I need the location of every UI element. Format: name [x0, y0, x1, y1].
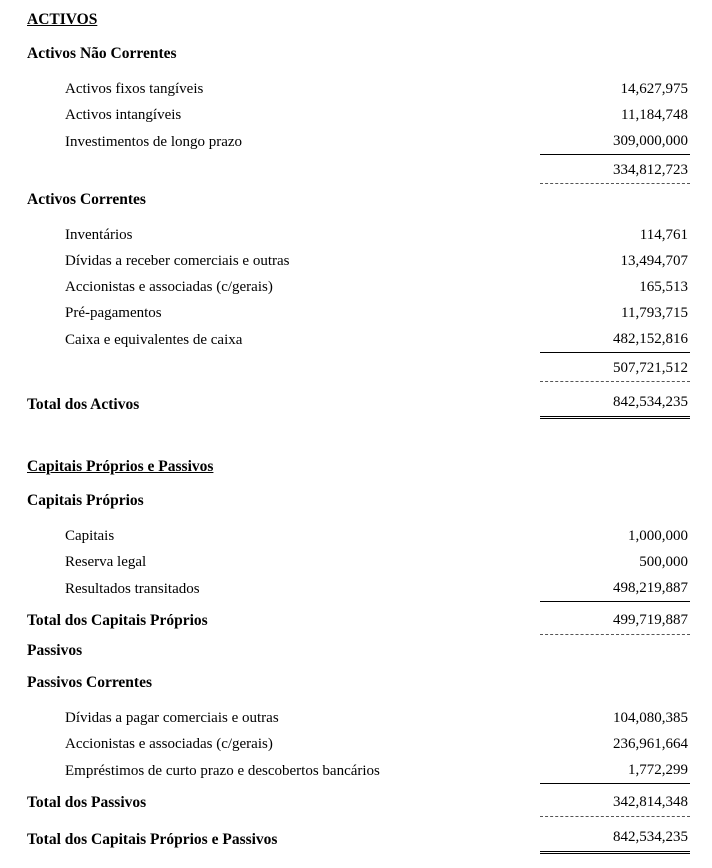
line-item-amount: 498,219,887	[540, 575, 690, 602]
line-item-label: Capitais	[65, 528, 115, 544]
line-item	[27, 731, 690, 757]
group-title: Activos Não Correntes	[27, 45, 177, 62]
total-amount: 842,534,235	[540, 823, 690, 854]
line-item	[27, 575, 690, 602]
subsection-title-passivos: Passivos	[27, 642, 83, 659]
group-title: Activos Correntes	[27, 191, 146, 208]
line-item-amount: 13,494,707	[620, 253, 688, 269]
line-item-amount: 482,152,816	[540, 326, 690, 353]
line-item	[27, 705, 690, 731]
line-item-label: Inventários	[65, 227, 133, 243]
line-item-amount: 165,513	[639, 279, 688, 295]
total-amount: 842,534,235	[540, 388, 690, 419]
subtotal-row	[27, 353, 690, 382]
total-label: Total dos Capitais Próprios	[27, 612, 208, 629]
line-item	[27, 274, 690, 300]
group-title: Passivos Correntes	[27, 674, 152, 691]
subtotal-amount: 507,721,512	[540, 355, 690, 382]
group-capitais-proprios	[27, 491, 690, 635]
total-amount: 342,814,348	[540, 788, 690, 817]
line-item-amount: 1,772,299	[540, 757, 690, 784]
group-activos-nao-correntes	[27, 44, 690, 184]
total-label: Total dos Capitais Próprios e Passivos	[27, 831, 278, 848]
line-item-label: Caixa e equivalentes de caixa	[65, 332, 243, 348]
total-amount: 499,719,887	[540, 606, 690, 635]
line-item	[27, 102, 690, 128]
line-item-label: Accionistas e associadas (c/gerais)	[65, 736, 273, 752]
total-capitais-passivos-row	[27, 823, 690, 854]
total-label: Total dos Passivos	[27, 794, 147, 811]
line-item-amount: 309,000,000	[540, 128, 690, 155]
line-item	[27, 128, 690, 155]
line-item	[27, 326, 690, 353]
subtotal-row	[27, 155, 690, 184]
line-item-amount: 14,627,975	[620, 81, 688, 97]
section-title-activos: ACTIVOS	[27, 11, 98, 28]
total-passivos-row	[27, 788, 690, 817]
line-item-label: Accionistas e associadas (c/gerais)	[65, 279, 273, 295]
total-activos-row	[27, 388, 690, 419]
line-item-amount: 500,000	[639, 554, 688, 570]
line-item-label: Pré-pagamentos	[65, 305, 162, 321]
line-item-amount: 114,761	[639, 227, 688, 243]
line-item	[27, 76, 690, 102]
line-item	[27, 300, 690, 326]
total-capitais-proprios-row	[27, 606, 690, 635]
line-item-label: Activos intangíveis	[65, 107, 182, 123]
subtotal-amount: 334,812,723	[540, 157, 690, 184]
line-item	[27, 523, 690, 549]
line-item-label: Empréstimos de curto prazo e descobertos bancários	[65, 763, 380, 779]
group-activos-correntes	[27, 190, 690, 382]
section-title-capitais-passivos: Capitais Próprios e Passivos	[27, 458, 214, 475]
line-item	[27, 549, 690, 575]
line-item-label: Investimentos de longo prazo	[65, 134, 243, 150]
line-item-label: Activos fixos tangíveis	[65, 81, 204, 97]
line-item-label: Dívidas a pagar comerciais e outras	[65, 710, 279, 726]
total-label: Total dos Activos	[27, 396, 140, 413]
line-item-amount: 11,184,748	[621, 107, 688, 123]
group-passivos-correntes	[27, 673, 690, 817]
line-item-amount: 236,961,664	[613, 736, 688, 752]
line-item-amount: 11,793,715	[621, 305, 688, 321]
line-item	[27, 757, 690, 784]
line-item-amount: 104,080,385	[613, 710, 688, 726]
line-item-label: Reserva legal	[65, 554, 147, 570]
line-item	[27, 248, 690, 274]
group-title: Capitais Próprios	[27, 492, 144, 509]
line-item	[27, 222, 690, 248]
line-item-label: Dívidas a receber comerciais e outras	[65, 253, 290, 269]
line-item-label: Resultados transitados	[65, 581, 200, 597]
line-item-amount: 1,000,000	[628, 528, 688, 544]
